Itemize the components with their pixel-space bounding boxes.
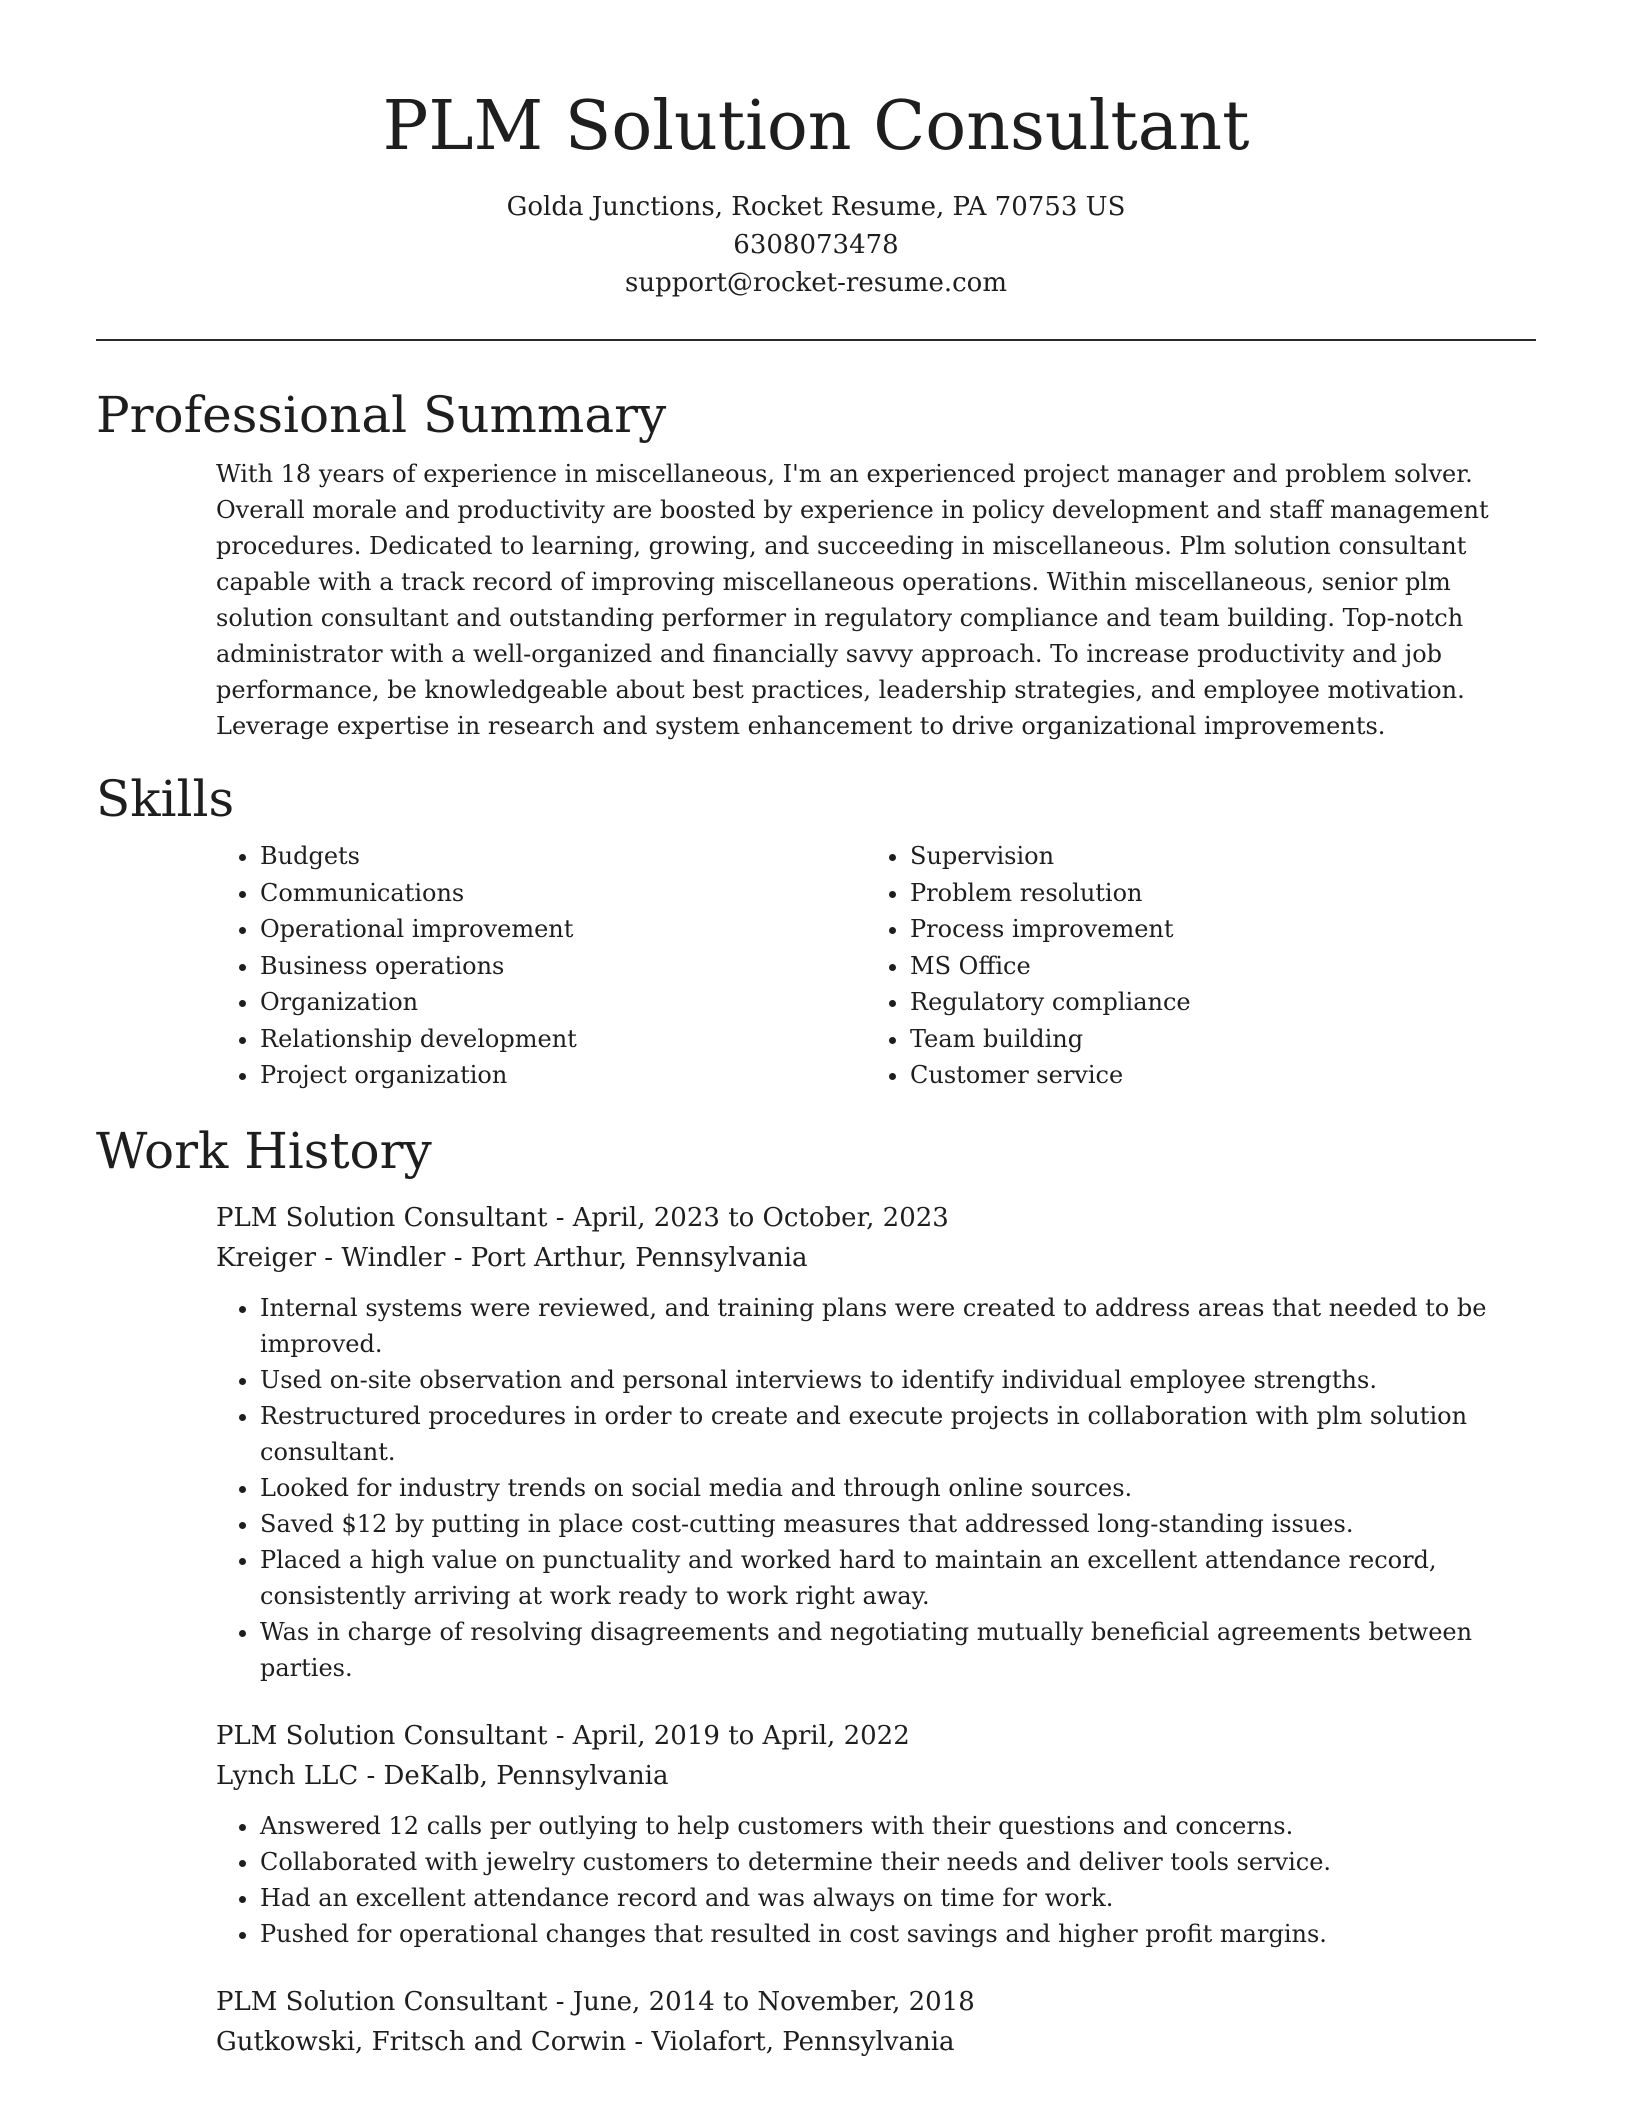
job-company-line: Kreiger - Windler - Port Arthur, Pennsylvania (216, 1242, 808, 1273)
job-entry (216, 1716, 1536, 1952)
skills-columns (216, 838, 1536, 1094)
skill-item: • Team building (910, 1021, 1516, 1058)
job-bullets (216, 1808, 1500, 1952)
header-divider (96, 339, 1536, 341)
contact-block (96, 188, 1536, 302)
job-bullet: • Pushed for operational changes that resulted in cost savings and higher profit margins. (260, 1916, 1500, 1952)
skill-item: • Regulatory compliance (910, 984, 1516, 1021)
skill-item: • Relationship development (260, 1021, 866, 1058)
skill-item: • Organization (260, 984, 866, 1021)
contact-phone: 6308073478 (733, 230, 899, 260)
skill-item: • Process improvement (910, 911, 1516, 948)
contact-address: Golda Junctions, Rocket Resume, PA 70753 US (506, 192, 1126, 222)
job-bullet: • Internal systems were reviewed, and training plans were created to address areas that needed to be improved. (260, 1290, 1500, 1362)
skill-item: • MS Office (910, 948, 1516, 985)
job-bullet: • Answered 12 calls per outlying to help customers with their questions and concerns. (260, 1808, 1500, 1844)
job-entry (216, 1198, 1536, 1686)
contact-email: support@rocket-resume.com (624, 268, 1007, 298)
skills-list-left (216, 838, 866, 1094)
job-entry (216, 1982, 1536, 2062)
job-bullet: • Looked for industry trends on social media and through online sources. (260, 1470, 1500, 1506)
skill-item: • Project organization (260, 1057, 866, 1094)
resume-page (96, 0, 1536, 2062)
job-company-line: Lynch LLC - DeKalb, Pennsylvania (216, 1760, 669, 1791)
summary-heading: Professional Summary (96, 386, 667, 444)
work-history-heading: Work History (96, 1121, 432, 1180)
skill-item: • Customer service (910, 1057, 1516, 1094)
job-bullet: • Saved $12 by putting in place cost-cutting measures that addressed long-standing issues. (260, 1506, 1500, 1542)
job-bullets (216, 1290, 1500, 1686)
skill-item: • Operational improvement (260, 911, 866, 948)
job-title-line: PLM Solution Consultant - April, 2023 to October, 2023 (216, 1202, 949, 1233)
job-bullet: • Had an excellent attendance record and was always on time for work. (260, 1880, 1500, 1916)
skill-item: • Communications (260, 875, 866, 912)
skills-list-right (866, 838, 1516, 1094)
job-bullet: • Restructured procedures in order to create and execute projects in collaboration with plm solution consultant. (260, 1398, 1500, 1470)
job-title-line: PLM Solution Consultant - April, 2019 to April, 2022 (216, 1720, 910, 1751)
skills-heading: Skills (96, 770, 235, 828)
summary-text: With 18 years of experience in miscellaneous, I'm an experienced project manager and problem solver. Overall morale and productivity are boosted by experience in policy development and staff management procedures. Dedicated to learning, growing, and succeeding in miscellaneous. Plm solution consultant capable with a track record of improving miscellaneous operations. Within miscellaneous, senior plm solution consultant and outstanding performer in regulatory compliance and team building. Top-notch administrator with a well-organized and financially savvy approach. To increase productivity and job performance, be knowledgeable about best practices, leadership strategies, and employee motivation. Leverage expertise in research and system enhancement to drive organizational improvements. (216, 460, 1489, 740)
job-bullet: • Placed a high value on punctuality and worked hard to maintain an excellent attendance record, consistently arriving at work ready to work right away. (260, 1542, 1500, 1614)
job-bullet: • Used on-site observation and personal interviews to identify individual employee strengths. (260, 1362, 1500, 1398)
skill-item: • Business operations (260, 948, 866, 985)
job-title-line: PLM Solution Consultant - June, 2014 to November, 2018 (216, 1986, 975, 2017)
job-bullet: • Was in charge of resolving disagreements and negotiating mutually beneficial agreements between parties. (260, 1614, 1500, 1686)
skill-item: • Supervision (910, 838, 1516, 875)
candidate-name: PLM Solution Consultant (382, 87, 1250, 166)
job-company-line: Gutkowski, Fritsch and Corwin - Violafort, Pennsylvania (216, 2026, 955, 2057)
skill-item: • Problem resolution (910, 875, 1516, 912)
job-bullet: • Collaborated with jewelry customers to determine their needs and deliver tools service. (260, 1844, 1500, 1880)
skill-item: • Budgets (260, 838, 866, 875)
